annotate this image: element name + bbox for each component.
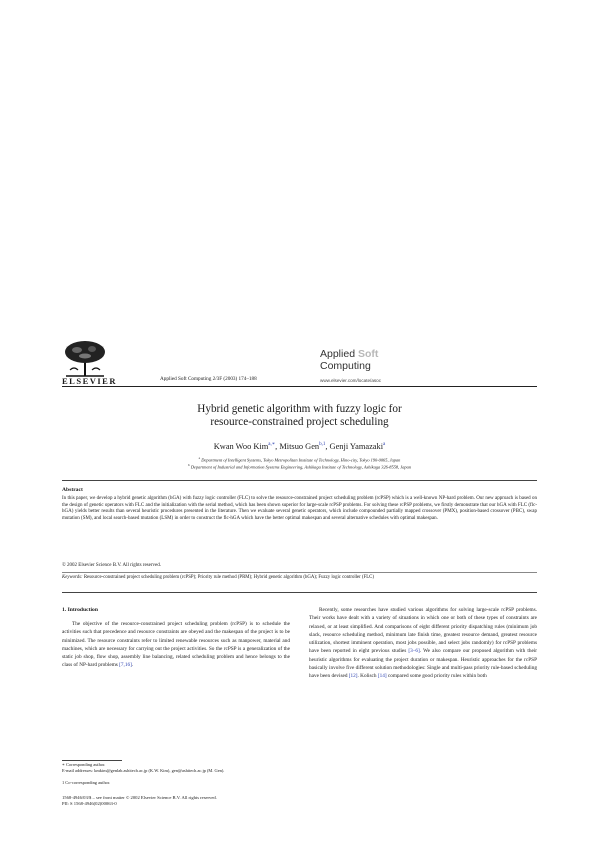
affiliation-text: Department of Industrial and Information Systems Engineering, Ashikaga Institute of Technology, Ashikaga 326-8558, Japan: [190, 464, 412, 470]
elsevier-tree-logo: [62, 340, 108, 378]
intro-right-text: compared some good priority rules within both: [386, 673, 487, 679]
affiliation-mark: a: [198, 456, 201, 460]
author-affiliation-mark[interactable]: a: [383, 442, 386, 447]
author-affiliation-mark[interactable]: b,1: [319, 442, 326, 447]
affiliation-text: Department of Intelligent Systems, Tokyo Metropolitan Institute of Technology, Hino-city, Tokyo 190-0065, Japan: [201, 457, 401, 463]
footnote-corresponding: ∗ Corresponding author.: [62, 762, 106, 767]
article-title-line-1: Hybrid genetic algorithm with fuzzy logic for: [197, 403, 402, 415]
keywords-text: Resource-constrained project scheduling problem (rcPSP); Priority rule method (PRM); Hybrid genetic algorithm (hGA); Fuzzy logic controller (FLC): [83, 575, 374, 580]
abstract-bottom-divider: [62, 592, 537, 593]
keywords: [62, 575, 537, 582]
author-separator: ,: [275, 441, 280, 451]
citation-link[interactable]: [3–6]: [408, 648, 420, 655]
affiliation-mark: b: [187, 463, 190, 467]
article-title: [62, 403, 537, 429]
author-separator: ,: [325, 441, 330, 451]
author-name: Genji Yamazaki: [329, 441, 384, 451]
intro-right-text: . Kolisch: [357, 673, 378, 679]
intro-left-column: [62, 620, 290, 670]
publisher-logo-text: ELSEVIER: [62, 376, 117, 386]
masthead-divider: [62, 386, 537, 387]
issn-line: 1568-4946/03/$ – see front matter © 2002 Elsevier Science B.V. All rights reserved.: [62, 795, 217, 800]
abstract-top-divider: [62, 480, 537, 481]
journal-logo: [320, 348, 378, 372]
author-list: [62, 441, 537, 451]
affiliation: [62, 463, 537, 469]
keywords-label: Keywords:: [62, 575, 83, 580]
journal-citation: Applied Soft Computing 2/3F (2003) 174–188: [160, 376, 257, 382]
author-name: Kwan Woo Kim: [213, 441, 269, 451]
journal-logo-word-applied: Applied: [320, 348, 358, 360]
abstract-copyright: © 2002 Elsevier Science B.V. All rights reserved.: [62, 563, 161, 568]
citation-link[interactable]: [7,16]: [119, 662, 132, 669]
pii-line: PII: S 1568-4946(02)00063-0: [62, 801, 117, 807]
section-heading: 1. Introduction: [62, 607, 98, 613]
intro-right-text: . We also compare our proposed algorithm with their heuristic algorithms for evaluating the project duration or makespan. Heuristic approaches for the rcPSP basically involve five different solution methodologies: Single and multi-pass priority rule-based scheduling have been devised: [309, 648, 537, 679]
abstract-heading: Abstract: [62, 487, 83, 493]
issn-block: [62, 795, 217, 808]
intro-left-text: The objective of the resource-constrained project scheduling problem (rcPSP) is to schedule the activities such that precedence and resource constraints are obeyed and the makespan of the project is to be minimized. The resource constraints refer to limited renewable resources such as manpower, material and machines, which are necessary for carrying out the project activities. So the rcPSP is a generalization of the static job shop, flow shop, assembly line balancing, related scheduling problem and hence belongs to the class of NP-hard problems: [62, 621, 290, 669]
intro-left-end: .: [131, 662, 134, 669]
affiliation: [62, 456, 537, 462]
citation-link[interactable]: [14]: [377, 673, 387, 679]
footnote-co-corresponding: 1 Co-corresponding author.: [62, 780, 111, 785]
author-name: Mitsuo Gen: [279, 441, 320, 451]
author-affiliation-mark[interactable]: a,∗: [268, 442, 276, 447]
journal-url[interactable]: www.elsevier.com/locate/asoc: [320, 378, 382, 383]
journal-logo-word-soft: Soft: [357, 348, 379, 360]
intro-right-column: [309, 606, 537, 680]
footnote-divider: [62, 760, 122, 761]
abstract-body: In this paper, we develop a hybrid genetic algorithm (hGA) with fuzzy logic controller (FLC) to solve the resource-constrained project scheduling problem (rcPSP) which is a well-known NP-hard problem. Our new approach is based on the design of genetic operators with FLC and the initialization with the serial method, which has been shown superior for large-scale rcPSP problems. For solving these rcPSP problems, we firstly demonstrate that our hGA with FLC (flc-hGA) yields better results than several heuristic procedures presented in the literature. Then we evaluate several genetic operators, which include compounded partially mapped crossover (PMX), position-based crossover (PBC), swap mutation (SM), and local search-based mutation (LSM) in order to construct the flc-hGA which have the better optimal makespan and several alternative schedules with optimal makespan.: [62, 496, 537, 521]
keywords-divider: [62, 572, 537, 573]
footnote-email: E-mail addresses: kmkim@genlab.ashitech.ac.jp (K.W. Kim), gen@ashitech.ac.jp (M. Gen).: [62, 768, 225, 773]
article-title-line-2: resource-constrained project scheduling: [210, 416, 389, 428]
journal-logo-word-computing: Computing: [320, 360, 371, 372]
intro-right-text: Recently, some researches have studied various algorithms for solving large-scale rcPSP problems. Their works have dealt with a variety of situations in which one or both of these types of constraints are relaxed, or at least simplified. And comparisons of eight different priority dispatching rules (minimum job slack, resource scheduling method, minimum late finish time, greatest resource demand, greatest resource utilization, shortest imminent operation, most jobs possible, and select jobs randomly) for rcPSP problems have been reported in eight previous studies: [309, 607, 537, 655]
citation-link[interactable]: [12]: [348, 673, 358, 679]
